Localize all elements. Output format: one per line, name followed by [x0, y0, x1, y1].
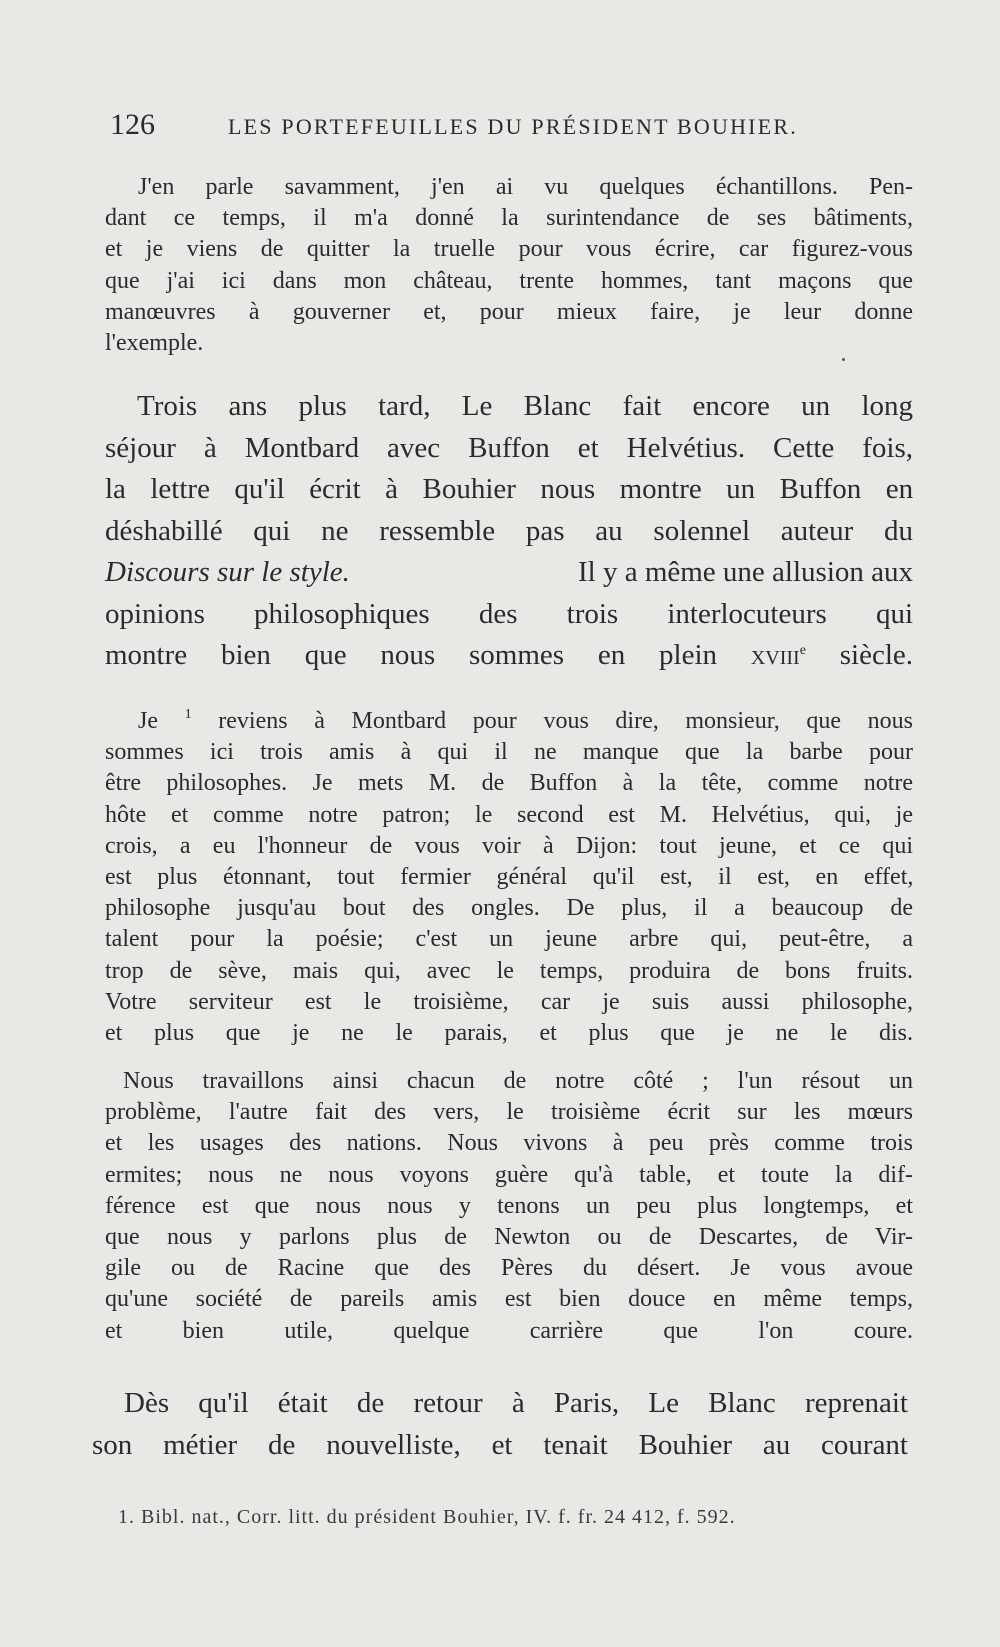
quote3-line: problème, l'autre fait des vers, le troisième écrit sur les mœurs	[105, 1099, 913, 1126]
para1-line: Trois ans plus tard, Le Blanc fait encore un long	[137, 390, 913, 422]
quote-block-1	[105, 172, 913, 359]
para1-line-7-end: siècle.	[839, 639, 913, 671]
quote3-line: qu'une société de pareils amis est bien douce en même temps,	[105, 1286, 913, 1313]
quote2-line: sommes ici trois amis à qui il ne manque que la barbe pour	[105, 739, 913, 766]
quote3-line: férence est que nous nous y tenons un peu plus longtemps, et	[105, 1192, 913, 1219]
para1-line: déshabillé qui ne ressemble pas au solennel auteur du	[105, 514, 913, 547]
page-header	[110, 108, 910, 148]
para1-line-5-rest: Il y a même une allusion aux	[577, 556, 913, 588]
quote2-line: trop de sève, mais qui, avec le temps, produira de bons fruits.	[105, 957, 913, 984]
para1-line-7-start: montre bien que nous sommes en plein	[105, 639, 718, 671]
page-number: 126	[110, 108, 155, 141]
quote-block-2	[105, 706, 913, 1049]
para2-line: Dès qu'il était de retour à Paris, Le Blanc reprenait	[124, 1387, 908, 1419]
quote3-line: et bien utile, quelque carrière que l'on coure.	[105, 1317, 913, 1344]
quote3-line: et les usages des nations. Nous vivons à peu près comme trois	[105, 1130, 913, 1157]
quote3-line: gile ou de Racine que des Pères du désert. Je vous avoue	[105, 1255, 913, 1282]
quote2-line: hôte et comme notre patron; le second est M. Helvétius, qui, je	[105, 801, 913, 828]
para1-line: la lettre qu'il écrit à Bouhier nous montre un Buffon en	[105, 473, 914, 505]
quote2-line: être philosophes. Je mets M. de Buffon à la tête, comme notre	[105, 770, 914, 797]
quote2-line: est plus étonnant, tout fermier général qu'il est, il est, en effet,	[105, 864, 914, 891]
quote2-line: crois, a eu l'honneur de vous voir à Dijon: tout jeune, et ce qui	[105, 832, 913, 859]
quote1-line: que j'ai ici dans mon château, trente hommes, tant maçons que	[105, 267, 913, 294]
quote1-line: dant ce temps, il m'a donné la surintendance de ses bâtiments,	[105, 205, 913, 232]
running-head: LES PORTEFEUILLES DU PRÉSIDENT BOUHIER.	[228, 114, 798, 139]
italic-book-title: Discours sur le style.	[105, 556, 350, 588]
para1-line: séjour à Montbard avec Buffon et Helvétius. Cette fois,	[105, 431, 913, 464]
quote2-first-word: Je	[138, 708, 158, 734]
quote2-line: et plus que je ne le parais, et plus que je ne le dis.	[105, 1020, 913, 1047]
quote3-line: Nous travaillons ainsi chacun de notre côté ; l'un résout un	[123, 1068, 913, 1094]
quote2-first-rest: reviens à Montbard pour vous dire, monsieur, que nous	[218, 708, 913, 734]
ink-speck	[842, 358, 845, 361]
para2-line: son métier de nouvelliste, et tenait Bouhier au courant	[92, 1428, 908, 1461]
century-superscript: e	[799, 643, 806, 658]
quote1-line: manœuvres à gouverner et, pour mieux faire, je leur donne	[105, 298, 913, 325]
quote3-line: ermites; nous ne nous voyons guère qu'à table, et toute la dif-	[105, 1161, 913, 1188]
para1-line-5	[105, 552, 913, 594]
quote1-line: J'en parle savamment, j'en ai vu quelques échantillons. Pen-	[138, 174, 913, 200]
para1-line: opinions philosophiques des trois interlocuteurs qui	[105, 597, 913, 630]
body-paragraph-1	[105, 386, 913, 677]
quote2-line: philosophe jusqu'au bout des ongles. De plus, il a beaucoup de	[105, 895, 913, 922]
quote2-line: talent pour la poésie; c'est un jeune arbre qui, peut-être, a	[105, 926, 913, 953]
quote2-first-line	[105, 706, 913, 737]
quote2-line: Votre serviteur est le troisième, car je suis aussi philosophe,	[105, 988, 913, 1015]
quote1-line: l'exemple.	[105, 330, 204, 357]
century-numeral: xviii	[750, 639, 800, 671]
quote3-line: que nous y parlons plus de Newton ou de Descartes, de Vir-	[105, 1224, 913, 1251]
quote-block-3	[105, 1066, 913, 1347]
para1-line-7	[105, 635, 913, 677]
body-paragraph-2	[92, 1383, 908, 1466]
footnote-marker: 1	[184, 707, 192, 722]
footnote: 1. Bibl. nat., Corr. litt. du président Bouhier, IV. f. fr. 24 412, f. 592.	[118, 1506, 736, 1528]
quote1-line: et je viens de quitter la truelle pour vous écrire, car figurez-vous	[105, 236, 913, 263]
